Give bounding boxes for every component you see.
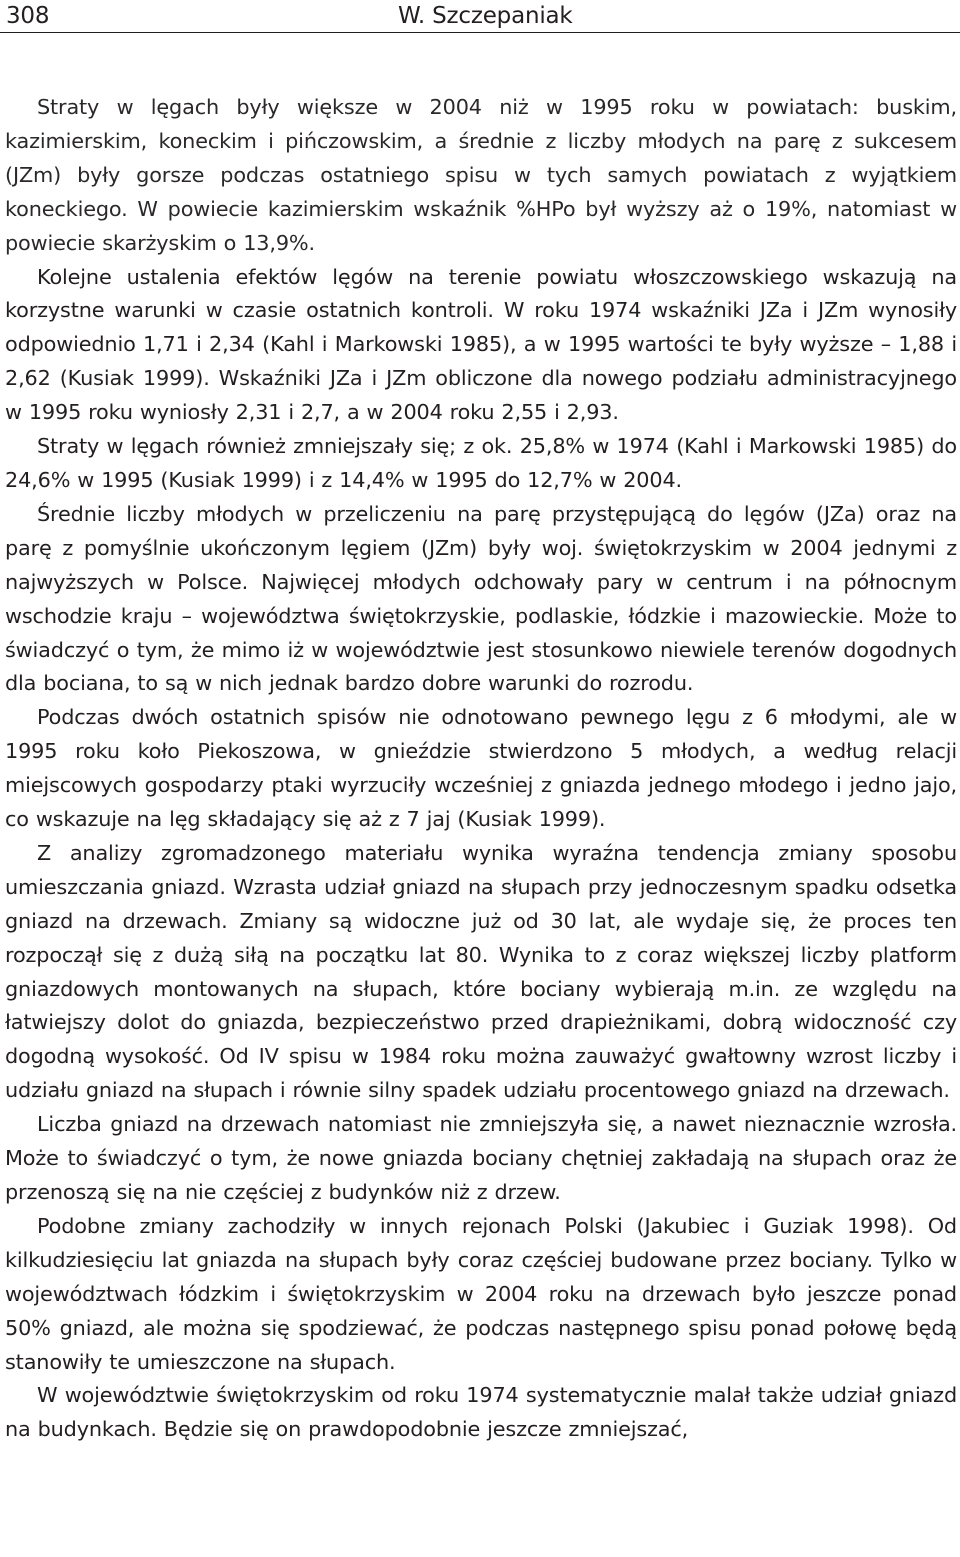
paragraph-brood-size: Podczas dwóch ostatnich spisów nie odnotowano pewnego lęgu z 6 młodymi, ale w 1995 roku koło Piekoszowa, w gnieździe stwierdzono 5 młodych, a według relacji miejscowych gospodarzy ptaki wyrzuciły wcześniej z gniazda jednego młodego i jedno jajo, co wskazuje na lęg składający się aż z 7 jaj (Kusiak 1999). [5,705,957,832]
page-number: 308 [6,3,50,29]
paragraph-wloszczowa-breeding: Kolejne ustalenia efektów lęgów na terenie powiatu włoszczowskiego wskazują na korzystne warunki w czasie ostatnich kontroli. W roku 1974 wskaźniki JZa i JZm wynosiły odpowiednio 1,71 i 2,34 (Kahl i Markowski 1985), a w 1995 wartości te były wyższe – 1,88 i 2,62 (Kusiak 1999). Wskaźniki JZa i JZm obliczone dla nowego podziału administracyjnego w 1995 roku wyniosły 2,31 i 2,7, a w 2004 roku 2,55 i 2,93. [5,264,957,425]
paragraph-tree-nests: Liczba gniazd na drzewach natomiast nie zmniejszyła się, a nawet nieznacznie wzrosła. Może to świadczyć o tym, że nowe gniazda bociany chętniej zakładają na słupach oraz że przenoszą się na nie częściej z budynków niż z drzew. [5,1112,957,1204]
paragraph-other-regions: Podobne zmiany zachodziły w innych rejonach Polski (Jakubiec i Guziak 1998). Od kilkudziesięciu lat gniazda na słupach były coraz częściej budowane przez bociany. Tylko w województwach łódzkim i świętokrzyskim w 2004 roku na drzewach było jeszcze ponad 50% gniazd, ale można się spodziewać, że podczas następnego spisu ponad połowę będą stanowiły te umieszczone na słupach. [5,1213,957,1374]
paragraph-nest-losses-trend: Straty w lęgach również zmniejszały się; z ok. 25,8% w 1974 (Kahl i Markowski 1985) do 24,6% w 1995 (Kusiak 1999) i z 14,4% w 1995 do 12,7% w 2004. [5,434,957,492]
paragraph-nest-losses-districts: Straty w lęgach były większe w 2004 niż w 1995 roku w powiatach: buskim, kazimierskim, koneckim i pińczowskim, a średnie z liczby młodych na parę z sukcesem (JZm) były gorsze podczas ostatniego spisu w tych samych powiatach z wyjątkiem koneckiego. W powiecie kazimierskim wskaźnik %HPo był wyższy aż o 19%, natomiast w powiecie skarżyskim o 13,9%. [5,95,957,255]
header-rule [0,32,960,33]
running-head-author: W. Szczepaniak [398,3,573,29]
article-body [5,91,957,1447]
page-header [0,0,960,33]
paragraph-average-young: Średnie liczby młodych w przeliczeniu na parę przystępującą do lęgów (JZa) oraz na parę z pomyślnie ukończonym lęgiem (JZm) były woj. świętokrzyskim w 2004 jednymi z najwyższych w Polsce. Najwięcej młodych odchowały pary w centrum i na północnym wschodzie kraju – województwa świętokrzyskie, podlaskie, łódzkie i mazowieckie. Może to świadczyć o tym, że mimo iż w województwie jest stosunkowo niewiele terenów dogodnych dla bociana, to są w nich jednak bardzo dobre warunki do rozrodu. [5,501,957,696]
paragraph-building-nests: W województwie świętokrzyskim od roku 1974 systematycznie malał także udział gniazd na budynkach. Będzie się on prawdopodobnie jeszcze zmniejszać, [5,1383,957,1442]
paragraph-nest-placement-trend: Z analizy zgromadzonego materiału wynika wyraźna tendencja zmiany sposobu umieszczania gniazd. Wzrasta udział gniazd na słupach przy jednoczesnym spadku odsetka gniazd na drzewach. Zmiany są widoczne już od 30 lat, ale wydaje się, że proces ten rozpoczął się z dużą siłą na początku lat 80. Wynika to z coraz większej liczby platform gniazdowych montowanych na słupach, które bociany wybierają m.in. ze względu na łatwiejszy dolot do gniazda, bezpieczeństwo przed drapieżnikami, dobrą widoczność czy dogodną wysokość. Od IV spisu w 1984 roku można zauważyć gwałtowny wzrost liczby i udziału gniazd na słupach i równie silny spadek udziału procentowego gniazd na drzewach. [5,840,957,1103]
